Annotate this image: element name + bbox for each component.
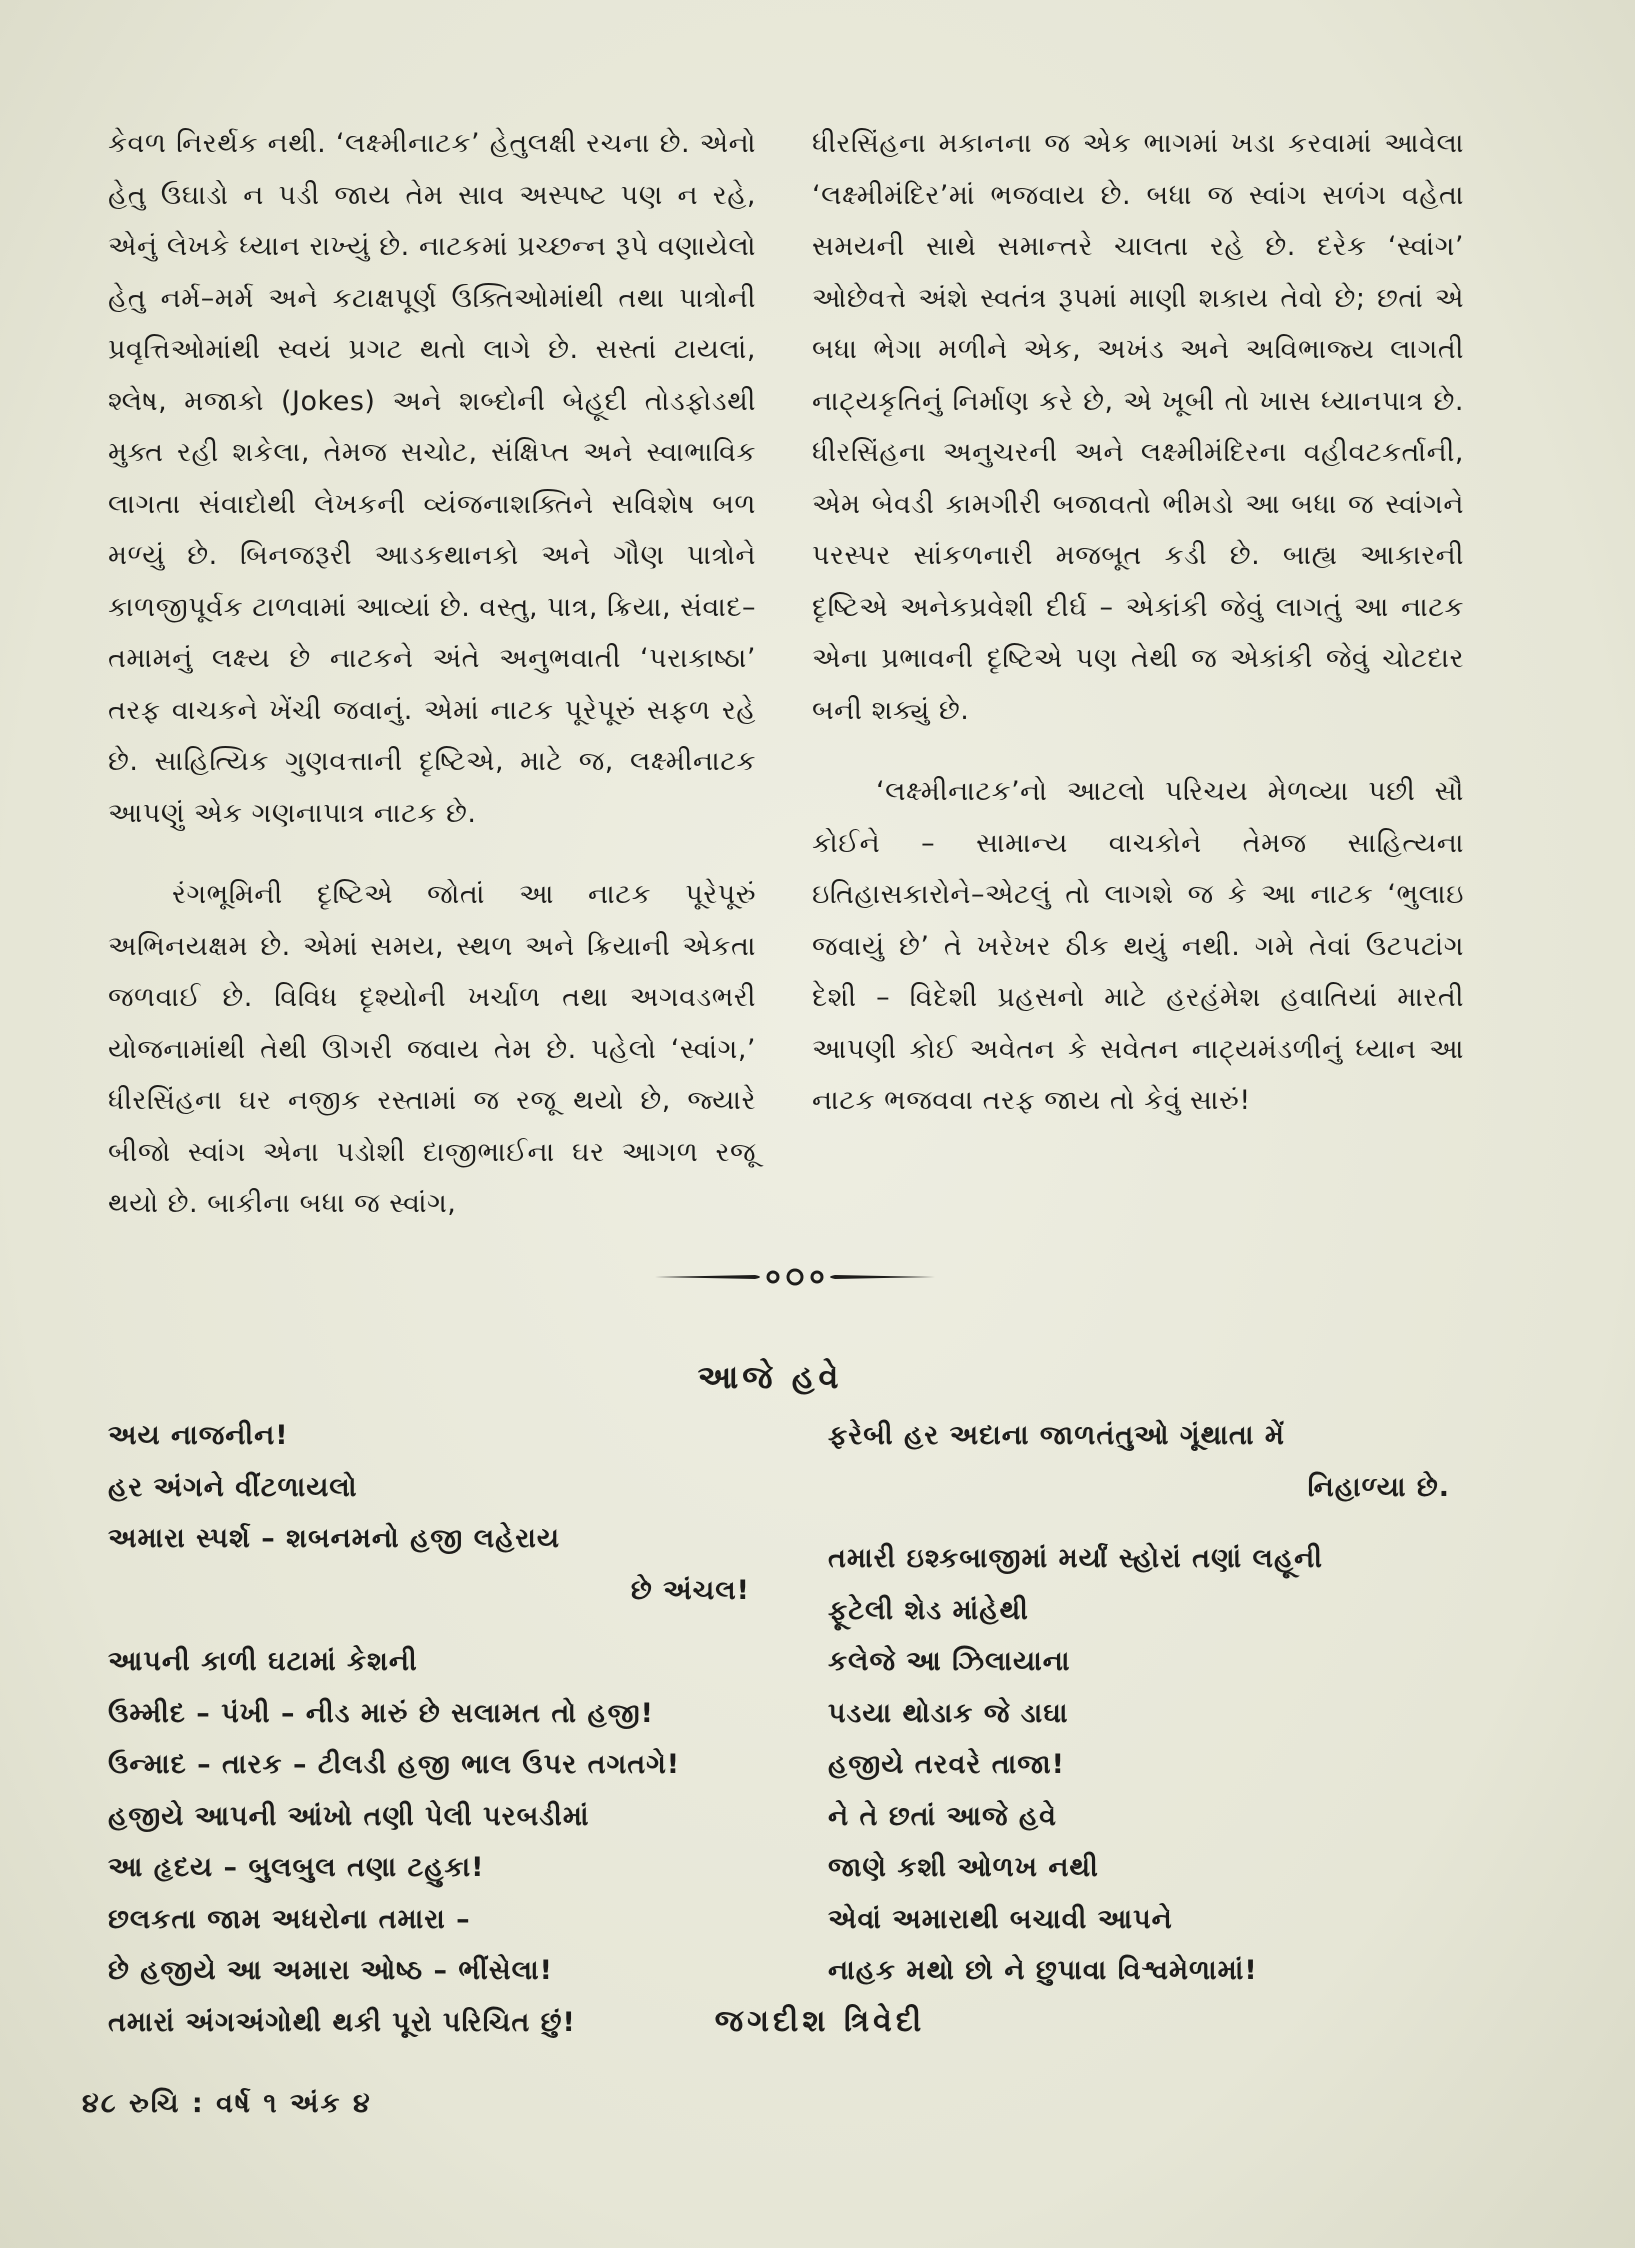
poem-line: અય નાજનીન! — [108, 1420, 289, 1451]
poem-line: ઉન્માદ – તારક – ટીલડી હજી ભાલ ઉપર તગતગે! — [108, 1749, 681, 1780]
article-paragraph: ધીરસિંહના મકાનના જ એક ભાગમાં ખડા કરવામાં આવેલા ‘લક્ષ્મીમંદિર’માં ભજવાય છે. બધા જ સ્વાંગ સળંગ વહેતા સમયની સાથે સમાન્તરે ચાલતા રહે છે. દરેક ‘સ્વાંગ’ ઓછેવત્તે અંશે સ્વતંત્ર રૂપમાં માણી શકાય તેવો છે; છતાં એ બધા ભેગા મળીને એક, અખંડ અને અવિભાજ્ય લાગતી નાટ્યકૃતિનું નિર્માણ કરે છે, એ ખૂબી તો ખાસ ધ્યાનપાત્ર છે. ધીરસિંહના અનુચરની અને લક્ષ્મીમંદિરના વહીવટકર્તાની, એમ બેવડી કામગીરી બજાવતો ભીમડો આ બધા જ સ્વાંગને પરસ્પર સાંકળનારી મજબૂત કડી છે. બાહ્ય આકારની દૃષ્ટિએ અનેકપ્રવેશી દીર્ઘ – એકાંકી જેવું લાગતું આ નાટક એના પ્રભાવની દૃષ્ટિએ પણ તેથી જ એકાંકી જેવું ચોટદાર બની શક્યું છે. — [812, 128, 1464, 726]
stanza-gap — [828, 1513, 1478, 1533]
poem-line: આ હૃદય – બુલબુલ તણા ટહુકા! — [108, 1852, 485, 1883]
poem-title: આજે હવે — [697, 1358, 843, 1396]
poem-line: છે અંચલ! — [630, 1574, 750, 1606]
section-divider-ornament — [655, 1258, 935, 1296]
poem-line: જાણે કશી ઓળખ નથી — [828, 1852, 1099, 1883]
poem-line: આપની કાળી ઘટામાં કેશની — [108, 1646, 418, 1677]
poem-line: હજીયે આપની આંખો તણી પેલી પરબડીમાં — [108, 1800, 590, 1832]
poem-line: ઉમ્મીદ – પંખી – નીડ મારું છે સલામત તો હજી! — [108, 1697, 654, 1729]
poem-line: પડયા થોડાક જે ડાઘા — [828, 1697, 1069, 1729]
poem-line: અમારા સ્પર્શ – શબનમનો હજી લહેરાય — [108, 1523, 560, 1554]
poem-line: છલકતા જામ અધરોના તમારા – — [108, 1903, 471, 1935]
article-right-column — [812, 118, 1464, 1127]
poem-line: હર અંગને વીંટળાયલો — [108, 1471, 358, 1503]
article-paragraph: ‘લક્ષ્મીનાટક’નો આટલો પરિચય મેળવ્યા પછી સૌ કોઈને – સામાન્ય વાચકોને તેમજ સાહિત્યના ઇતિહાસકારોને–એટલું તો લાગશે જ કે આ નાટક ‘ભુલાઇ જવાયું છે’ તે ખરેખર ઠીક થયું નથી. ગમે તેવાં ઉટપટાંગ દેશી – વિદેશી પ્રહસનો માટે હરહંમેશ હવાતિયાં મારતી આપણી કોઈ અવેતન કે સવેતન નાટ્યમંડળીનું ધ્યાન આ નાટક ભજવવા તરફ જાય તો કેવું સારું! — [812, 776, 1464, 1116]
poem-right-column — [828, 1410, 1478, 1997]
poem-line: નાહક મથો છો ને છુપાવા વિશ્વમેળામાં! — [828, 1955, 1258, 1986]
poem-left-column — [108, 1410, 758, 2048]
poem-line: તમારી ઇશ્કબાજીમાં મર્યાં સ્હોરાં તણાં લહૂની — [828, 1543, 1324, 1574]
poem-line: ફરેબી હર અદાના જાળતંતુઓ ગૂંથાતા મેં — [828, 1420, 1285, 1451]
poem-line: કલેજે આ ઝિલાયાના — [828, 1646, 1071, 1677]
poem-author: જગદીશ ત્રિવેદી — [714, 2004, 926, 2039]
article-paragraph: કેવળ નિરર્થક નથી. ‘લક્ષ્મીનાટક’ હેતુલક્ષી રચના છે. એનો હેતુ ઉઘાડો ન પડી જાય તેમ સાવ અસ્પષ્ટ પણ ન રહે, એનું લેખકે ધ્યાન રાખ્યું છે. નાટકમાં પ્રચ્છન્ન રૂપે વણાયેલો હેતુ નર્મ–મર્મ અને કટાક્ષપૂર્ણ ઉક્તિઓમાંથી તથા પાત્રોની પ્રવૃત્તિઓમાંથી સ્વયં પ્રગટ થતો લાગે છે. સસ્તાં ટાયલાં, શ્લેષ, મજાકો (Jokes) અને શબ્દોની બેહૂદી તોડફોડથી મુક્ત રહી શકેલા, તેમજ સચોટ, સંક્ષિપ્ત અને સ્વાભાવિક લાગતા સંવાદોથી લેખકની વ્યંજનાશક્તિને સવિશેષ બળ મળ્યું છે. બિનજરૂરી આડકથાનકો અને ગૌણ પાત્રોને કાળજીપૂર્વક ટાળવામાં આવ્યાં છે. વસ્તુ, પાત્ર, ક્રિયા, સંવાદ–તમામનું લક્ષ્ય છે નાટકને અંતે અનુભવાતી ‘પરાકાષ્ઠા’ તરફ વાચકને ખેંચી જવાનું. એમાં નાટક પૂરેપૂરું સફળ રહે છે. સાહિત્યિક ગુણવત્તાની દૃષ્ટિએ, માટે જ, લક્ષ્મીનાટક આપણું એક ગણનાપાત્ર નાટક છે. — [108, 128, 757, 829]
stanza-gap — [108, 1616, 758, 1636]
article-paragraph: રંગભૂમિની દૃષ્ટિએ જોતાં આ નાટક પૂરેપૂરું અભિનયક્ષમ છે. એમાં સમય, સ્થળ અને ક્રિયાની એકતા જળવાઈ છે. વિવિધ દૃશ્યોની ખર્ચાળ તથા અગવડભરી યોજનામાંથી તેથી ઊગરી જવાય તેમ છે. પહેલો ‘સ્વાંગ,’ ધીરસિંહના ઘર નજીક રસ્તામાં જ રજૂ થયો છે, જ્યારે બીજો સ્વાંગ એના પડોશી દાજીભાઈના ઘર આગળ રજૂ થયો છે. બાકીના બધા જ સ્વાંગ, — [108, 879, 756, 1219]
poem-line: ફૂટેલી શેડ માંહેથી — [828, 1594, 1029, 1626]
poem-line: તમારાં અંગઅંગોથી થકી પૂરો પરિચિત છું! — [108, 2006, 576, 2038]
poem-line: એવાં અમારાથી બચાવી આપને — [828, 1903, 1173, 1935]
page-footer: ૪૮ રુચિ : વર્ષ ૧ અંક ૪ — [82, 2088, 372, 2119]
poem-line: હજીયે તરવરે તાજા! — [828, 1749, 1065, 1780]
poem-line: છે હજીયે આ અમારા ઓષ્ઠ – ભીંસેલા! — [108, 1955, 553, 1986]
poem-line: ને તે છતાં આજે હવે — [828, 1800, 1057, 1832]
poem-line: નિહાળ્યા છે. — [1307, 1471, 1450, 1503]
article-left-column — [108, 118, 756, 1230]
